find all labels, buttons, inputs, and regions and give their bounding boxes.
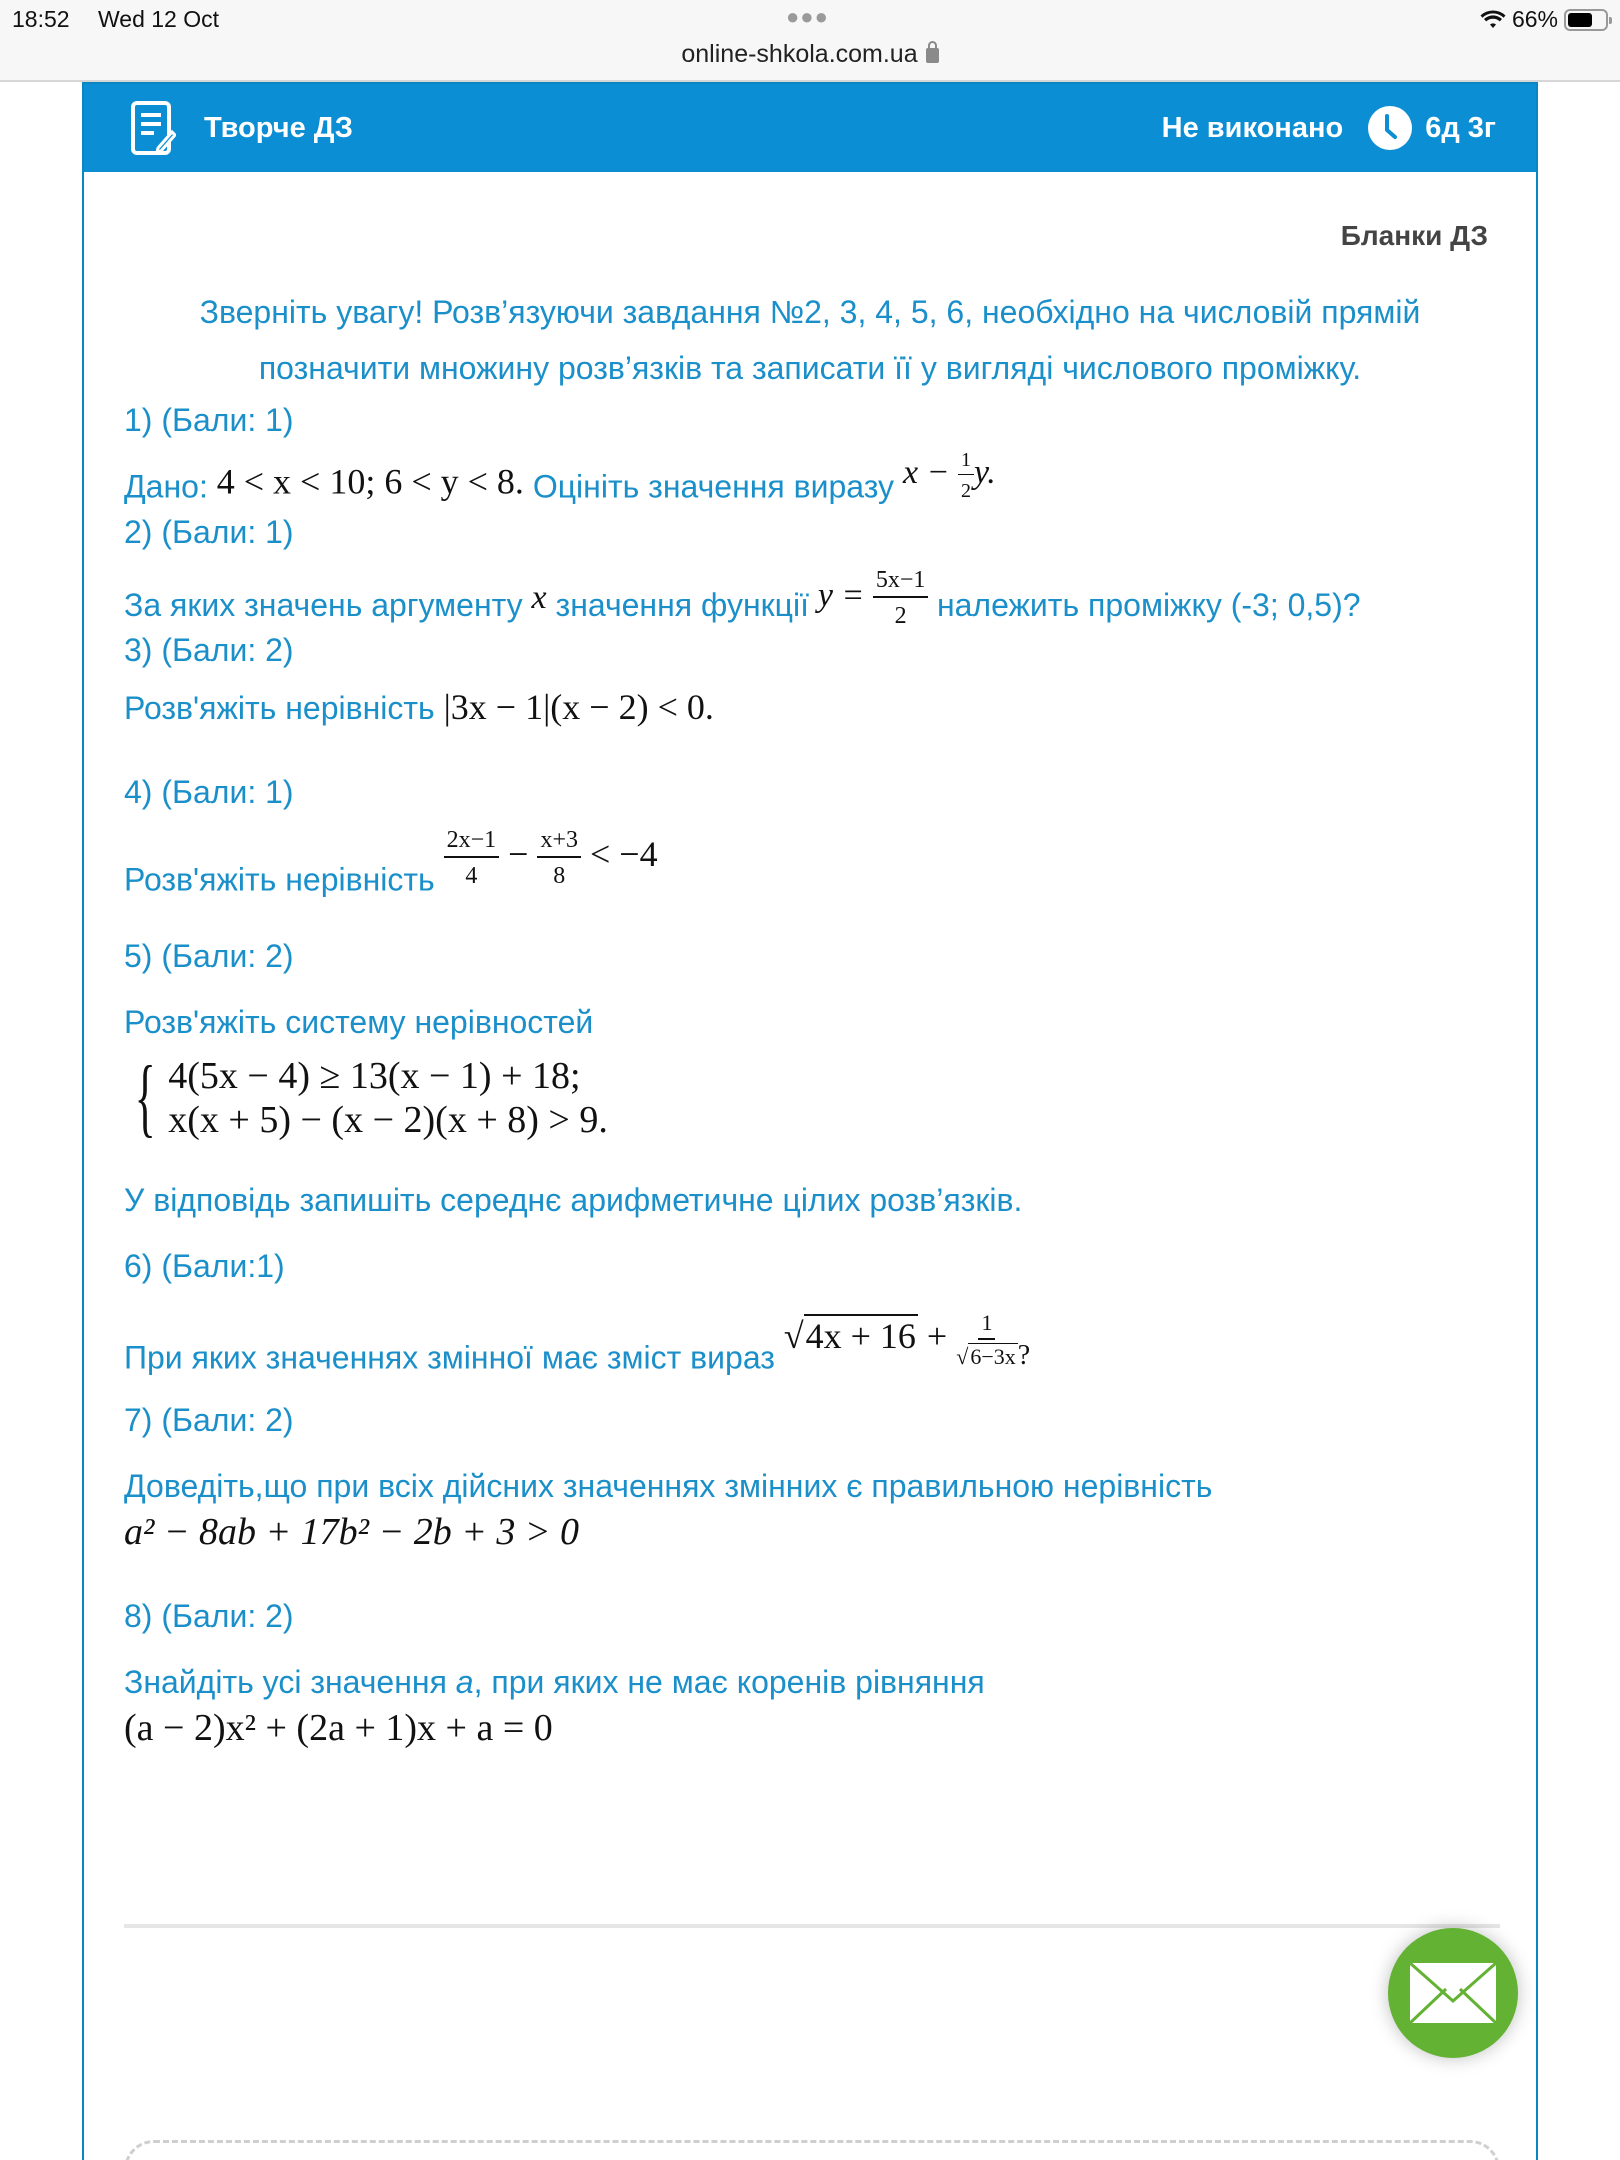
- fraction-numerator: x+3: [537, 828, 581, 858]
- question-1-label: Дано:: [124, 468, 208, 505]
- expr-left: y =: [817, 576, 865, 614]
- battery-icon: [1564, 9, 1608, 31]
- fraction-numerator: 5x−1: [873, 568, 929, 598]
- question-6-header: 6) (Бали:1): [124, 1248, 285, 1284]
- fraction-numerator: 2x−1: [444, 828, 500, 858]
- fraction-1: [444, 828, 500, 888]
- system-line-2: x(x + 5) − (x − 2)(x + 8) > 9.: [168, 1099, 608, 1141]
- fraction-denominator: 8: [553, 863, 566, 889]
- question-7-header: 7) (Бали: 2): [124, 1402, 294, 1438]
- homework-blanks-link[interactable]: Бланки ДЗ: [1340, 220, 1488, 251]
- address-bar[interactable]: [0, 40, 1620, 69]
- status-indicators: [1480, 6, 1608, 33]
- question-4-text: [124, 828, 658, 898]
- file-upload-dropzone[interactable]: [124, 2140, 1500, 2160]
- question-5-system: [124, 1049, 608, 1146]
- question-2-interval: належить проміжку (-3; 0,5)?: [936, 586, 1361, 623]
- question-4-inequality: [444, 827, 658, 889]
- question-2-header: 2) (Бали: 1): [124, 514, 294, 550]
- question-1-expression: [902, 449, 996, 502]
- question-5-answer-note: У відповідь запишіть середнє арифметичне цілих розв’язків.: [124, 1182, 1023, 1218]
- document-edit-icon: [130, 100, 176, 156]
- clock-icon: [1367, 105, 1413, 151]
- homework-card: [82, 82, 1538, 2160]
- url-text[interactable]: online-shkola.com.ua: [681, 40, 918, 68]
- question-8-header: 8) (Бали: 2): [124, 1598, 294, 1634]
- fraction-2: [537, 828, 581, 888]
- question-6-expression: √4x + 16 + $\frac{1}{√6-3x}$ $_?$: [783, 1310, 1031, 1372]
- fraction-denominator: 2: [894, 603, 907, 629]
- question-8-text: [124, 1664, 985, 1701]
- expr-right: < −4: [590, 834, 658, 875]
- question-3-header: 3) (Бали: 2): [124, 632, 294, 668]
- notice-text: [124, 284, 1496, 396]
- wifi-icon: [1480, 10, 1506, 30]
- fraction: [958, 450, 974, 501]
- question-8-prompt: , при яких не має коренів рівняння: [473, 1664, 985, 1700]
- sqrt-radicand: 4x + 16: [805, 1316, 916, 1357]
- mail-icon: [1408, 1961, 1498, 2025]
- question-2-text: [124, 568, 1361, 628]
- fraction-denominator: 4: [465, 863, 478, 889]
- lock-icon: [926, 48, 939, 63]
- question-4-header: 4) (Бали: 1): [124, 774, 294, 810]
- question-3-label: Розв'яжіть нерівність: [124, 690, 435, 726]
- card-header: [84, 84, 1536, 172]
- question-6-text: [124, 1312, 1030, 1376]
- fraction: [956, 1312, 1018, 1368]
- fraction-numerator: 1: [958, 450, 974, 475]
- expr-right: ?: [1017, 1340, 1031, 1372]
- header-status: [1162, 105, 1536, 151]
- notice-line-1: Зверніть увагу! Розв’язуючи завдання №2, 3, 4, 5, 6, необхідно на числовій прямій: [199, 294, 1421, 330]
- clock-time: 18:52: [12, 6, 70, 32]
- battery-percent: 66%: [1511, 6, 1558, 32]
- variable-x: x: [531, 578, 547, 616]
- question-2-function: [817, 567, 937, 629]
- question-3-inequality: |3x − 1|(x − 2) < 0.: [443, 687, 714, 727]
- battery-level: [1568, 13, 1592, 27]
- time-remaining: 6д 3г: [1425, 111, 1496, 144]
- fraction: [873, 568, 929, 628]
- question-2-mid: значення функції: [555, 586, 809, 623]
- fraction-numerator: 1: [978, 1312, 995, 1340]
- status-badge: Не виконано: [1161, 111, 1344, 144]
- date: Wed 12 Oct: [98, 6, 220, 32]
- question-1-header: 1) (Бали: 1): [124, 402, 294, 438]
- operator: +: [926, 1316, 948, 1357]
- system-lines: [168, 1054, 608, 1142]
- divider: [124, 1924, 1500, 1928]
- fraction-denominator: √6−3x: [956, 1344, 1016, 1369]
- fraction-denominator: 2: [960, 480, 971, 502]
- system-brace: {: [134, 1049, 156, 1146]
- question-3-text: [124, 686, 714, 728]
- notice-line-2: позначити множину розв’язків та записати її у вигляді числового проміжку.: [258, 350, 1362, 386]
- expr-left: x −: [902, 454, 950, 492]
- send-message-button[interactable]: [1388, 1928, 1518, 2058]
- question-5-text: Розв'яжіть систему нерівностей: [124, 1004, 594, 1040]
- sqrt-radicand: 6−3x: [970, 1344, 1016, 1369]
- question-8-label: Знайдіть усі значення: [124, 1664, 447, 1700]
- question-6-label: При яких значеннях змінної має зміст вираз: [124, 1339, 775, 1376]
- multitasking-dots-icon[interactable]: ●●●: [786, 4, 829, 29]
- question-7-text: Доведіть,що при всіх дійсних значеннях змінних є правильною нерівність: [124, 1468, 1213, 1504]
- question-8-equation: (a − 2)x² + (2a + 1)x + a = 0: [124, 1707, 553, 1749]
- card-title: Творче ДЗ: [204, 111, 353, 144]
- question-7-inequality: a² − 8ab + 17b² − 2b + 3 > 0: [124, 1511, 579, 1553]
- question-2-label: За яких значень аргументу: [124, 586, 523, 623]
- question-4-label: Розв'яжіть нерівність: [124, 861, 435, 898]
- operator: −: [508, 834, 529, 875]
- expr-right: y.: [973, 454, 996, 492]
- question-1-text: [124, 450, 996, 505]
- question-1-given: 4 < x < 10; 6 < y < 8.: [216, 461, 524, 502]
- system-line-1: 4(5x − 4) ≥ 13(x − 1) + 18;: [168, 1055, 581, 1097]
- status-bar: [0, 0, 1620, 82]
- variable-a: a: [455, 1664, 474, 1700]
- question-1-prompt: Оцініть значення виразу: [532, 468, 895, 505]
- question-5-header: 5) (Бали: 2): [124, 938, 294, 974]
